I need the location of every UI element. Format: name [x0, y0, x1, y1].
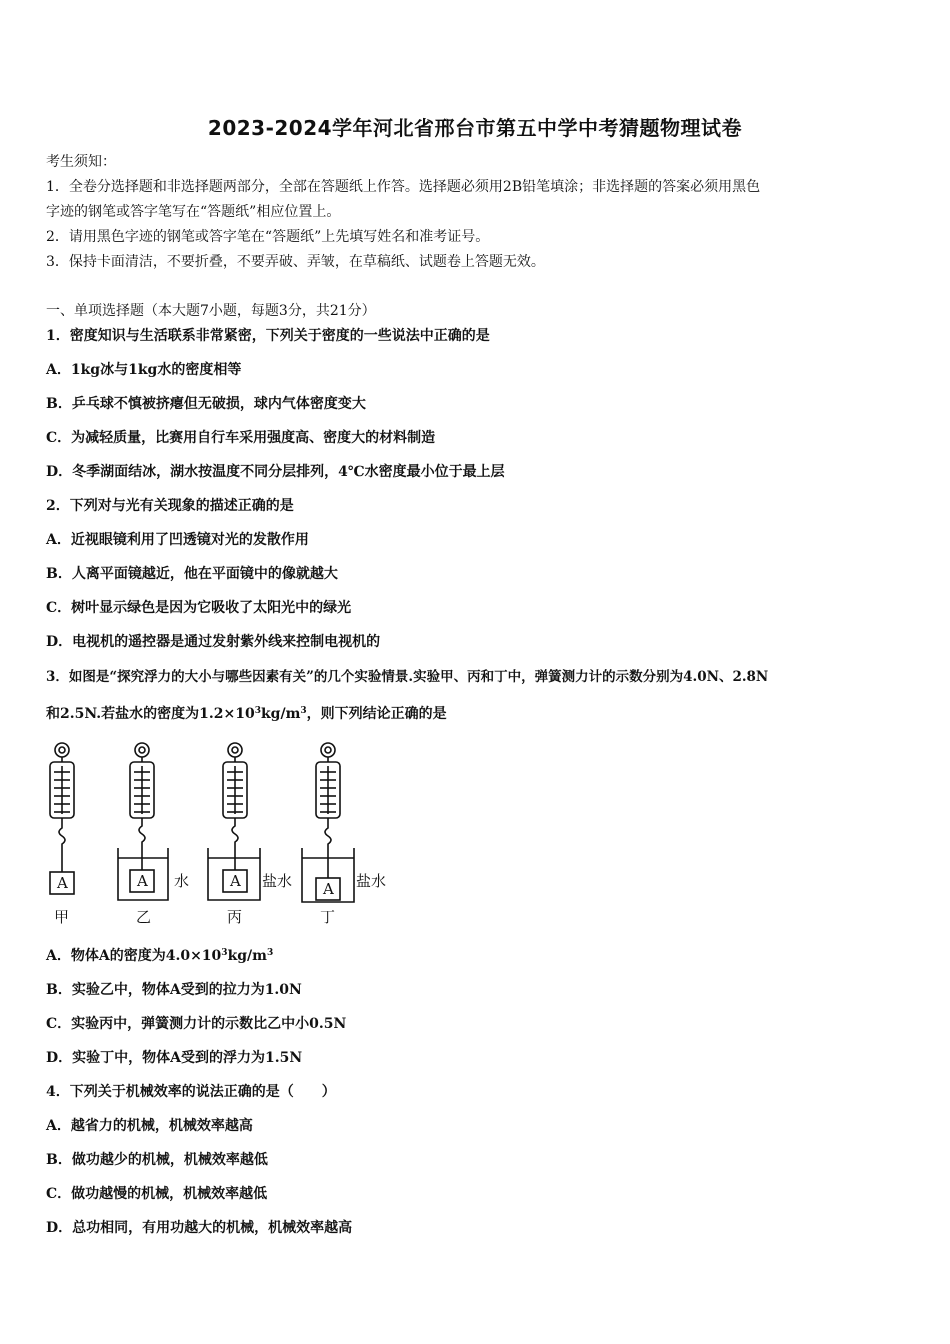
question-2-stem: 2．下列对与光有关现象的描述正确的是	[46, 498, 294, 514]
spring-scale-jia	[50, 743, 74, 894]
question-2-option-b: B．人离平面镜越近，他在平面镜中的像就越大	[46, 566, 338, 582]
experiment-diagram	[40, 740, 400, 930]
notice-heading: 考生须知：	[46, 154, 116, 170]
question-4-stem: 4．下列关于机械效率的说法正确的是（ ）	[46, 1084, 336, 1100]
liquid-label-bing: 盐水	[262, 872, 293, 890]
question-4-option-b: B．做功越少的机械，机械效率越低	[46, 1152, 268, 1168]
question-4-option-c: C．做功越慢的机械，机械效率越低	[46, 1186, 268, 1202]
notice-item-3: 3．保持卡面清洁，不要折叠，不要弄破、弄皱，在草稿纸、试题卷上答题无效。	[46, 254, 545, 270]
question-3-stem-cont: 和2.5N.若盐水的密度为$1.2\times 10^3kg/m^3$，则下列结论正确的是	[46, 706, 447, 722]
object-label-ding: A	[323, 880, 334, 898]
object-label-yi: A	[137, 872, 148, 890]
question-1-option-a: A．1kg冰与1kg水的密度相等	[46, 362, 242, 378]
caption-ding: 丁	[320, 908, 336, 926]
spring-scale-ding	[302, 743, 354, 902]
question-2-option-d: D．电视机的遥控器是通过发射紫外线来控制电视机的	[46, 634, 381, 650]
object-label-jia: A	[57, 874, 68, 892]
object-label-bing: A	[230, 872, 241, 890]
question-3-option-d: D．实验丁中，物体A受到的浮力为1.5N	[46, 1050, 303, 1066]
question-3-stem: 3．如图是“探究浮力的大小与哪些因素有关”的几个实验情景.实验甲、丙和丁中，弹簧测力计的示数分别为4.0N、2.8N	[46, 669, 769, 685]
notice-item-2: 2．请用黑色字迹的钢笔或答字笔在“答题纸”上先填写姓名和准考证号。	[46, 229, 490, 245]
question-1-option-d: D．冬季湖面结冰，湖水按温度不同分层排列，4℃水密度最小位于最上层	[46, 464, 505, 480]
question-3-option-a: A．物体A的密度为$4.0\times 10^3kg/m^3$	[46, 948, 274, 964]
caption-bing: 丙	[227, 908, 243, 926]
buoyancy-experiment-figure	[40, 740, 400, 930]
question-2-option-a: A．近视眼镜利用了凹透镜对光的发散作用	[46, 532, 309, 548]
question-4-option-a: A．越省力的机械，机械效率越高	[46, 1118, 253, 1134]
notice-item-1: 1．全卷分选择题和非选择题两部分，全部在答题纸上作答。选择题必须用2B铅笔填涂；非选择题的答案必须用黑色	[46, 179, 761, 195]
question-3-option-b: B．实验乙中，物体A受到的拉力为1.0N	[46, 982, 302, 998]
question-3-option-c: C．实验丙中，弹簧测力计的示数比乙中小0.5N	[46, 1016, 347, 1032]
liquid-label-ding: 盐水	[356, 872, 387, 890]
section-heading: 一、单项选择题（本大题7小题，每题3分，共21分）	[46, 303, 376, 319]
question-1-option-b: B．乒乓球不慎被挤瘪但无破损，球内气体密度变大	[46, 396, 366, 412]
exam-title: 2023-2024学年河北省邢台市第五中学中考猜题物理试卷	[207, 116, 743, 140]
caption-yi: 乙	[136, 908, 152, 926]
question-1-option-c: C．为减轻质量，比赛用自行车采用强度高、密度大的材料制造	[46, 430, 436, 446]
caption-jia: 甲	[54, 908, 70, 926]
liquid-label-yi: 水	[174, 872, 190, 890]
question-2-option-c: C．树叶显示绿色是因为它吸收了太阳光中的绿光	[46, 600, 352, 616]
figure-labels	[54, 872, 386, 926]
question-1-stem: 1．密度知识与生活联系非常紧密，下列关于密度的一些说法中正确的是	[46, 328, 490, 344]
notice-item-1-cont: 字迹的钢笔或答字笔写在“答题纸”相应位置上。	[46, 204, 341, 220]
question-4-option-d: D．总功相同，有用功越大的机械，机械效率越高	[46, 1220, 353, 1236]
